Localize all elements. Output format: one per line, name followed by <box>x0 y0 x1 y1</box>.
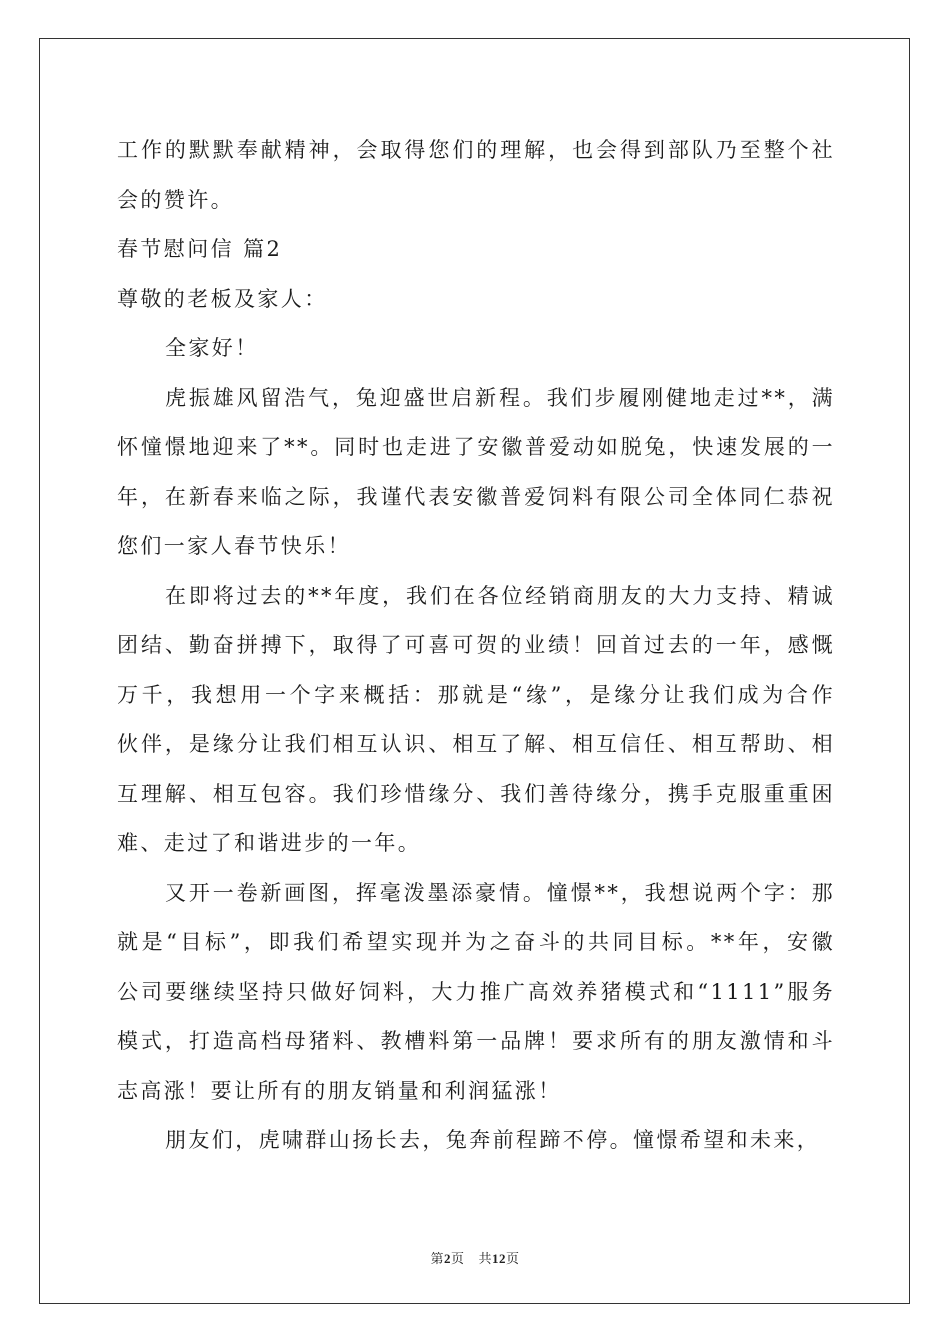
salutation: 尊敬的老板及家人： <box>117 286 328 311</box>
paragraph-line: 虎振雄风留浩气，兔迎盛世启新程。我们步履刚健地走过**，满 <box>165 385 835 410</box>
paragraph-line: 年，在新春来临之际，我谨代表安徽普爱饲料有限公司全体同仁恭祝 <box>117 484 835 509</box>
paragraph-line: 伙伴，是缘分让我们相互认识、相互了解、相互信任、相互帮助、相 <box>117 732 835 756</box>
page-footer <box>0 1248 950 1267</box>
paragraph-line: 互理解、相互包容。我们珍惜缘分、我们善待缘分，携手克服重重困 <box>117 781 835 806</box>
paragraph-line: 就是“目标”，即我们希望实现并为之奋斗的共同目标。**年，安徽 <box>117 930 835 954</box>
paragraph-line: 又开一卷新画图，挥毫泼墨添豪情。憧憬**，我想说两个字：那 <box>165 880 835 905</box>
paragraph-line: 公司要继续坚持只做好饲料，大力推广高效养猪模式和“1111”服务 <box>117 979 835 1004</box>
page-total-label: 共12页 <box>478 1251 520 1267</box>
paragraph-line: 团结、勤奋拼搏下，取得了可喜可贺的业绩！回首过去的一年，感慨 <box>117 633 835 657</box>
document-body <box>117 126 835 1166</box>
paragraph-line: 难、走过了和谐进步的一年。 <box>117 831 422 855</box>
paragraph-line: 会的赞许。 <box>117 187 234 212</box>
paragraph-line: 在即将过去的**年度，我们在各位经销商朋友的大力支持、精诚 <box>165 583 835 608</box>
section-heading: 春节慰问信 篇2 <box>117 237 283 261</box>
paragraph-line: 模式，打造高档母猪料、教槽料第一品牌！要求所有的朋友激情和斗 <box>117 1029 835 1053</box>
paragraph-line: 万千，我想用一个字来概括：那就是“缘”，是缘分让我们成为合作 <box>117 682 835 707</box>
paragraph-line: 怀憧憬地迎来了**。同时也走进了安徽普爱动如脱兔，快速发展的一 <box>117 435 835 459</box>
greeting: 全家好！ <box>165 336 259 360</box>
paragraph-line: 工作的默默奉献精神，会取得您们的理解，也会得到部队乃至整个社 <box>117 138 835 162</box>
paragraph-line: 朋友们，虎啸群山扬长去，兔奔前程蹄不停。憧憬希望和未来， <box>165 1128 821 1152</box>
paragraph-line: 志高涨！要让所有的朋友销量和利润猛涨！ <box>117 1078 562 1103</box>
paragraph-line: 您们一家人春节快乐！ <box>117 534 351 558</box>
page-number-label: 第2页 <box>430 1251 465 1267</box>
